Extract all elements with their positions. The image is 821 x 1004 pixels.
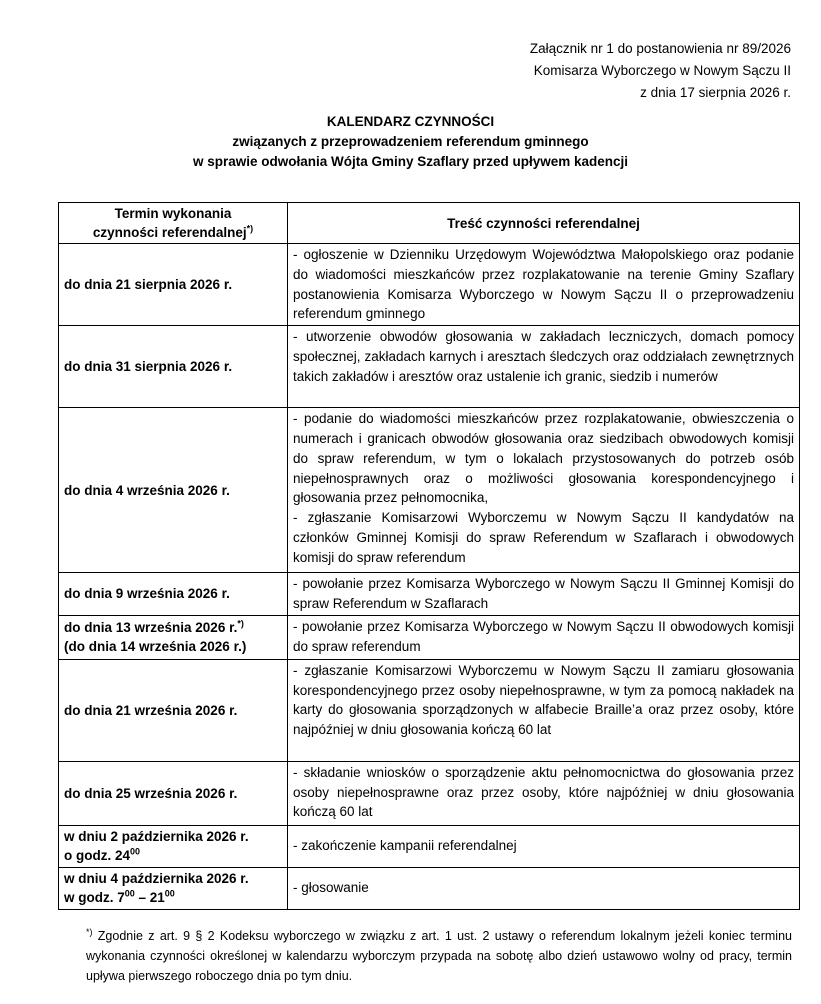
row-date: do dnia 21 września 2026 r. [59,659,288,761]
row-description: - ogłoszenie w Dzienniku Urzędowym Województwa Małopolskiego oraz podanie do wiadomości mieszkańców przez rozplakatowanie na terenie Gminy Szaflary postanowienia Komisarza Wyborczego w Nowym Sączu II o przeprowadzeniu referendum gminnego [288,244,800,326]
row-date: do dnia 13 września 2026 r.*) (do dnia 14 września 2026 r.) [59,615,288,659]
calendar-table [58,202,800,910]
table-row [59,244,800,326]
table-row [59,761,800,825]
row-description: - powołanie przez Komisarza Wyborczego w Nowym Sączu II Gminnej Komisji do spraw Referendum w Szaflarach [288,573,800,616]
footnote [86,926,792,986]
row-description: - utworzenie obwodów głosowania w zakładach leczniczych, domach pomocy społecznej, zakładach karnych i aresztach śledczych oraz oddziałach zewnętrznych takich zakładów i aresztów oraz ustalenie ich granic, siedzib i numerów [288,326,800,408]
row-description: - głosowanie [288,867,800,909]
table-row [59,326,800,408]
header-line-2: Komisarza Wyborczego w Nowym Sączu II [533,63,791,78]
row-description: - składanie wniosków o sporządzenie aktu pełnomocnictwa do głosowania przez osoby niepełnosprawne oraz przez osoby, które najpóźniej w dniu głosowania kończą 60 lat [288,761,800,825]
header-line-1: Załącznik nr 1 do postanowienia nr 89/2026 [529,41,791,56]
footnote-text: Zgodnie z art. 9 § 2 Kodeksu wyborczego w związku z art. 1 ust. 2 ustawy o referendum lokalnym jeżeli koniec terminu wykonania czynności określonej w kalendarzu wyborczym przypada na sobotę albo dzień ustawowo wolny od pracy, termin upływa pierwszego roboczego dnia po tym dniu. [86,929,792,983]
table-row [59,573,800,616]
document-title [0,112,821,172]
table-row [59,615,800,659]
row-description: - zgłaszanie Komisarzowi Wyborczemu w Nowym Sączu II zamiaru głosowania korespondencyjnego przez osoby niepełnosprawne, w tym za pomocą nakładek na karty do głosowania sporządzonych w alfabecie Braille’a oraz przez osoby, które najpóźniej w dniu głosowania kończą 60 lat [288,659,800,761]
row-date: do dnia 9 września 2026 r. [59,573,288,616]
row-date: w dniu 2 października 2026 r. o godz. $24^{00}$ [59,825,288,867]
row-date: do dnia 4 września 2026 r. [59,408,288,573]
title-line-3: w sprawie odwołania Wójta Gminy Szaflary przed upływem kadencji [192,154,629,169]
row-description: - podanie do wiadomości mieszkańców przez rozplakatowanie, obwieszczenia o numerach i granicach obwodów głosowania oraz siedzibach obwodowych komisji do spraw referendum, w tym o lokalach przystosowanych do potrzeb osób niepełnosprawnych oraz o możliwości głosowania korespondencyjnego i głosowania przez pełnomocnika, - zgłaszanie Komisarzowi Wyborczemu w Nowym Sączu II kandydatów na członków Gminnej Komisji do spraw Referendum w Szaflarach i obwodowych komisji do spraw referendum [288,408,800,573]
row-description: - powołanie przez Komisarza Wyborczego w Nowym Sączu II obwodowych komisji do spraw referendum [288,615,800,659]
row-description: - zakończenie kampanii referendalnej [288,825,800,867]
table-row [59,825,800,867]
header-line-3: z dnia 17 sierpnia 2026 r. [640,85,791,100]
row-date: do dnia 21 sierpnia 2026 r. [59,244,288,326]
footnote-mark: *) [237,618,244,629]
title-line-2: związanych z przeprowadzeniem referendum gminnego [232,134,589,149]
footnote-mark: *) [246,223,254,234]
table-row [59,867,800,909]
table-row [59,408,800,573]
row-date: do dnia 31 sierpnia 2026 r. [59,326,288,408]
table-header-row [59,203,800,244]
title-line-1: KALENDARZ CZYNNOŚCI [326,114,495,129]
row-date: w dniu 4 października 2026 r. w godz. $7^{00} - 21^{00}$ [59,867,288,909]
column-header-term: Termin wykonania czynności referendalnej*) [59,203,288,244]
footnote-mark: *) [86,926,93,937]
column-header-content: Treść czynności referendalnej [288,203,800,244]
row-date: do dnia 25 września 2026 r. [59,761,288,825]
table-row [59,659,800,761]
document-header [530,38,791,104]
